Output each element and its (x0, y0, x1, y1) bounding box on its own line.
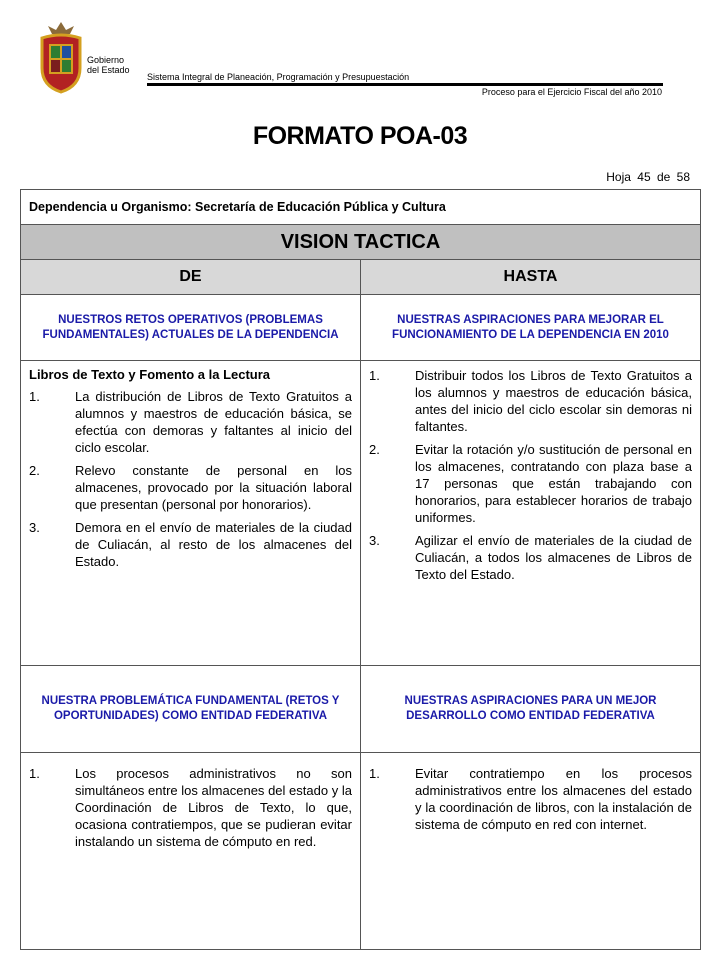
item-number: 1. (369, 368, 380, 383)
column-header-hasta (361, 260, 701, 295)
block1-left-heading: NUESTROS RETOS OPERATIVOS (PROBLEMAS FUNDAMENTALES) ACTUALES DE LA DEPENDENCIA (21, 295, 361, 361)
section-title: VISION TACTICA (280, 230, 441, 253)
item-text: Evitar la rotación y/o sustitución de personal en los almacenes, contratando con plaza base a 17 personas que están trabajando con honorarios, para establecer horarios de trabajo uniformes. (415, 442, 693, 525)
list-item (369, 367, 692, 435)
item-number: 3. (29, 520, 40, 535)
item-number: 3. (369, 533, 380, 548)
sheet-number: Hoja 45 de 58 (606, 170, 690, 184)
item-text: Demora en el envío de materiales de la ciudad de Culiacán, al resto de los almacenes del Estado. (75, 520, 352, 569)
list-item (369, 441, 692, 526)
section-title-cell (21, 225, 701, 260)
page-title: FORMATO POA-03 (252, 122, 468, 150)
column-header-de (21, 260, 361, 295)
block1-right-heading: NUESTRAS ASPIRACIONES PARA MEJORAR EL FUNCIONAMIENTO DE LA DEPENDENCIA EN 2010 (361, 295, 701, 361)
header-rule (147, 83, 663, 86)
item-number: 1. (29, 766, 40, 781)
government-line2: del Estado (87, 65, 130, 75)
item-text: La distribución de Libros de Texto Gratuitos a alumnos y maestros de educación básica, se efectúa con demoras y faltantes al inicio del ciclo escolar. (75, 389, 352, 455)
government-line1: Gobierno (87, 55, 125, 65)
dependency-text: Dependencia u Organismo: Secretaría de Educación Pública y Cultura (29, 200, 446, 214)
block2-left-list (29, 765, 352, 850)
column-header-de-label: DE (179, 268, 202, 285)
block1-left-list (29, 388, 352, 570)
block2-right-content (361, 753, 701, 950)
system-name: Sistema Integral de Planeación, Programación y Presupuestación (147, 72, 410, 82)
block1-right-list (369, 367, 692, 583)
block2-right-heading: NUESTRAS ASPIRACIONES PARA UN MEJOR DESARROLLO COMO ENTIDAD FEDERATIVA (361, 666, 701, 753)
item-number: 1. (29, 389, 40, 404)
block2-left-heading: NUESTRA PROBLEMÁTICA FUNDAMENTAL (RETOS Y OPORTUNIDADES) COMO ENTIDAD FEDERATIVA (21, 666, 361, 753)
list-item (29, 462, 352, 513)
item-number: 1. (369, 766, 380, 781)
block1-left-subtitle: Libros de Texto y Fomento a la Lectura (29, 367, 271, 382)
list-item (29, 765, 352, 850)
item-text: Relevo constante de personal en los almacenes, provocado por la situación laboral que presentan (personal por honorarios). (75, 463, 352, 512)
block1-right-content (361, 361, 701, 666)
government-label (87, 55, 130, 75)
column-header-hasta-label: HASTA (503, 268, 558, 285)
block1-left-content (21, 361, 361, 666)
item-text: Agilizar el envío de materiales de la ciudad de Culiacán, a todos los almacenes de Libros de Texto del Estado. (415, 533, 693, 582)
item-text: Los procesos administrativos no son simultáneos entre los almacenes del estado y la Coordinación de Libros de Texto, lo que, ocasiona contratiempos, que se pudieran evitar instalando un sistema de cómputo en red. (75, 766, 352, 849)
item-text: Distribuir todos los Libros de Texto Gratuitos a los alumnos y maestros de educación básica, antes del inicio del ciclo escolar sin demoras ni faltantes. (415, 368, 693, 434)
block2-right-list (369, 765, 692, 833)
list-item (369, 532, 692, 583)
process-label: Proceso para el Ejercicio Fiscal del año 2010 (481, 87, 662, 97)
poa-table (20, 189, 701, 950)
list-item (29, 388, 352, 456)
item-number: 2. (29, 463, 40, 478)
dependency-cell (21, 190, 701, 225)
item-text: Evitar contratiempo en los procesos administrativos entre los almacenes del estado y la coordinación de libros, con la instalación de sistema de cómputo en red con internet. (415, 766, 693, 832)
list-item (369, 765, 692, 833)
item-number: 2. (369, 442, 380, 457)
state-seal-logo (36, 20, 86, 94)
block2-left-content (21, 753, 361, 950)
list-item (29, 519, 352, 570)
